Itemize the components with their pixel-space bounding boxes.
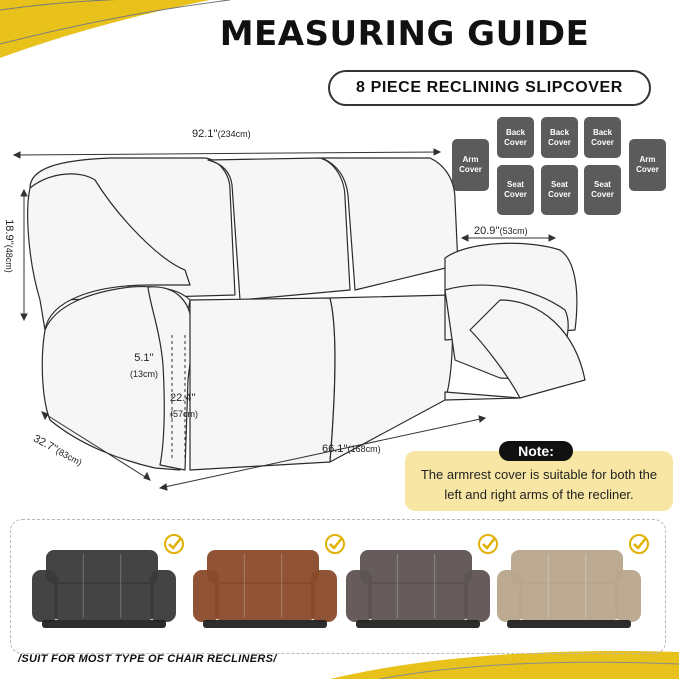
seat-width-dimension-label: 66.1''(168cm): [322, 443, 381, 455]
depth-dimension-label: 32.7''(83cm): [31, 432, 84, 468]
back-cover-2: Back Cover: [541, 117, 578, 158]
check-mark-icon: [169, 538, 181, 548]
brown-recliner-sofa: [193, 550, 337, 628]
width-dimension-label: 92.1''(234cm): [192, 128, 251, 140]
subtitle-pill: 8 PIECE RECLINING SLIPCOVER: [328, 70, 651, 106]
back-cover-1: Back Cover: [497, 117, 534, 158]
beige-recliner-sofa: [497, 550, 641, 628]
note-box: The armrest cover is suitable for both the left and right arms of the recliner.: [405, 451, 673, 511]
seat-cover-2: Seat Cover: [541, 165, 578, 215]
suit-caption: /SUIT FOR MOST TYPE OF CHAIR RECLINERS/: [18, 653, 277, 665]
back-cover-3: Back Cover: [584, 117, 621, 158]
arm-thickness-dimension-label: 5.1'' (13cm): [130, 352, 159, 379]
check-mark-icon: [483, 538, 495, 548]
height-dimension-label: 18.9''(48cm): [2, 219, 15, 273]
seat-cover-3: Seat Cover: [584, 165, 621, 215]
seat-cover-1: Seat Cover: [497, 165, 534, 215]
arm-cover-left: Arm Cover: [452, 139, 489, 191]
black-recliner-sofa: [32, 550, 176, 628]
arm-cover-right: Arm Cover: [629, 139, 666, 191]
arm-height-dimension-label: 22.4'' (57cm): [170, 392, 199, 419]
check-mark-icon: [330, 538, 342, 548]
note-badge: Note:: [499, 441, 573, 461]
page-title: MEASURING GUIDE: [219, 14, 590, 54]
arm-width-dimension-label: 20.9''(53cm): [474, 225, 528, 237]
check-mark-icon: [634, 538, 646, 548]
grey-recliner-sofa: [346, 550, 490, 628]
